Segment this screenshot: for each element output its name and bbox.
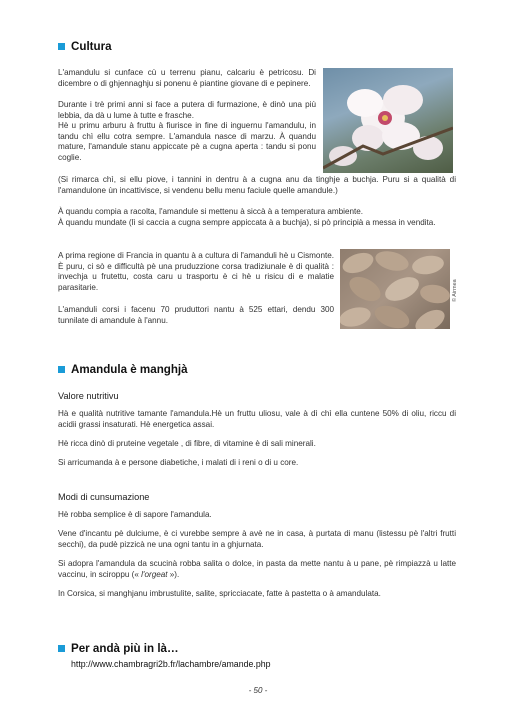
- almonds-illustration: [340, 249, 450, 329]
- modi-paragraph-3: [58, 559, 456, 580]
- almond-blossom-illustration: [323, 68, 453, 173]
- modi-paragraph-1: Hè robba semplice è di sapore l'amandula.: [58, 510, 212, 519]
- cultura-paragraph-5: À quandu compia a racolta, l'amandule si mettenu à siccà à a temperatura ambiente.: [58, 207, 364, 216]
- bullet-square-icon: [58, 43, 65, 50]
- bullet-square-icon: [58, 366, 65, 373]
- orgeat-term: l'orgeat: [141, 569, 168, 579]
- photo-credit: © Airmea: [452, 279, 458, 302]
- cultura-paragraph-2: Durante i trè primi anni si face a putera di furmazione, è dinò una più lebbia, da dà u lume à tutte e frasche.: [58, 100, 316, 120]
- modi-text-a: Si adopra l'amandula da scucinà robba salita o dolce, in pasta da mette nantu à u pane, pè rimpiazzà u latte vaccinu, in sciroppu («: [58, 559, 456, 579]
- valore-paragraph-2: Hè ricca dinò di pruteine vegetale , di fibre, di vitamine è di sali minerali.: [58, 439, 316, 448]
- section-heading-more: [58, 642, 179, 655]
- reference-link[interactable]: http://www.chambragri2b.fr/lachambre/amande.php: [71, 659, 271, 669]
- cultura-paragraph-6: À quandu mundate (lì si caccia a cugna sempre appiccata à a buchja), si pò principià a messa in vendita.: [58, 218, 436, 227]
- page-number: - 50 -: [248, 686, 268, 695]
- subheading-valore: Valore nutritivu: [58, 391, 119, 401]
- bullet-square-icon: [58, 645, 65, 652]
- cultura-paragraph-8: L'amanduli corsi i facenu 70 pruduttori nantu à 525 ettari, dendu 300 tunnilate di amandule à l'annu.: [58, 305, 334, 325]
- section-heading-manghja: [58, 363, 188, 376]
- section-heading-cultura: [58, 40, 112, 53]
- valore-paragraph-1: Hà e qualità nutritive tamante l'amandula.Hè un fruttu uliosu, vale à dì chì ella cuntene 50% di oliu, riccu di acidii grassi insaturati. Hè energetica assai.: [58, 409, 456, 429]
- heading-text: Per andà più in là…: [71, 642, 179, 655]
- modi-text-c: »).: [167, 569, 180, 579]
- heading-text: Cultura: [71, 40, 112, 53]
- subheading-modi: Modi di cunsumazione: [58, 492, 150, 502]
- cultura-paragraph-7: A prima regione di Francia in quantu à a cultura di l'amanduli hè u Cismonte. È puru, ci sò e difficultà pè una pruduzzione corsa tradiziunale è di qualità : invechja u frutettu, costa caru u trasportu è ci hè u risicu di e malatie parasitarie.: [58, 251, 334, 292]
- heading-text: Amandula è manghjà: [71, 363, 188, 376]
- almonds-photo: [340, 249, 450, 329]
- modi-paragraph-2: Vene d'incantu pè dulciume, è ci vurebbe sempre à avè ne in casa, à purtata di manu (listessu pè l'altri frutti secchi), da pudè pizzicà ne una ogni tantu in a ghjurnata.: [58, 529, 456, 549]
- modi-paragraph-4: In Corsica, si manghjanu imbrustulite, salite, spricciacate, fatte à pastetta o à amandulata.: [58, 589, 381, 598]
- cultura-paragraph-4: (Si rimarca chì, si ellu piove, i tannini in dentru à a cugna anu da tinghje a buchja. Puru si a qualità di l'amandulone ùn incattivisce, si vendenu bellu menu faciule quelle amandule.): [58, 175, 456, 195]
- cultura-paragraph-3: Hè u primu arburu à fruttu à fiurisce in fine di inguernu l'amandulu, in tandu chì ellu cotra sempre. L'amandula nasce di marzu. À quandu mature, l'amandule stanu appiccate pè a cugna aperta : tandu si ponu coglie.: [58, 121, 316, 162]
- almond-blossom-photo: [323, 68, 453, 173]
- cultura-paragraph-1: L'amandulu si cunface cù u terrenu pianu, calcariu è petricosu. Di dicembre o di ghjennaghju si ponenu è piantine giovane di e pepinere.: [58, 68, 316, 88]
- valore-paragraph-3: Si arricumanda à e persone diabetiche, i malati di i reni o di u core.: [58, 458, 299, 467]
